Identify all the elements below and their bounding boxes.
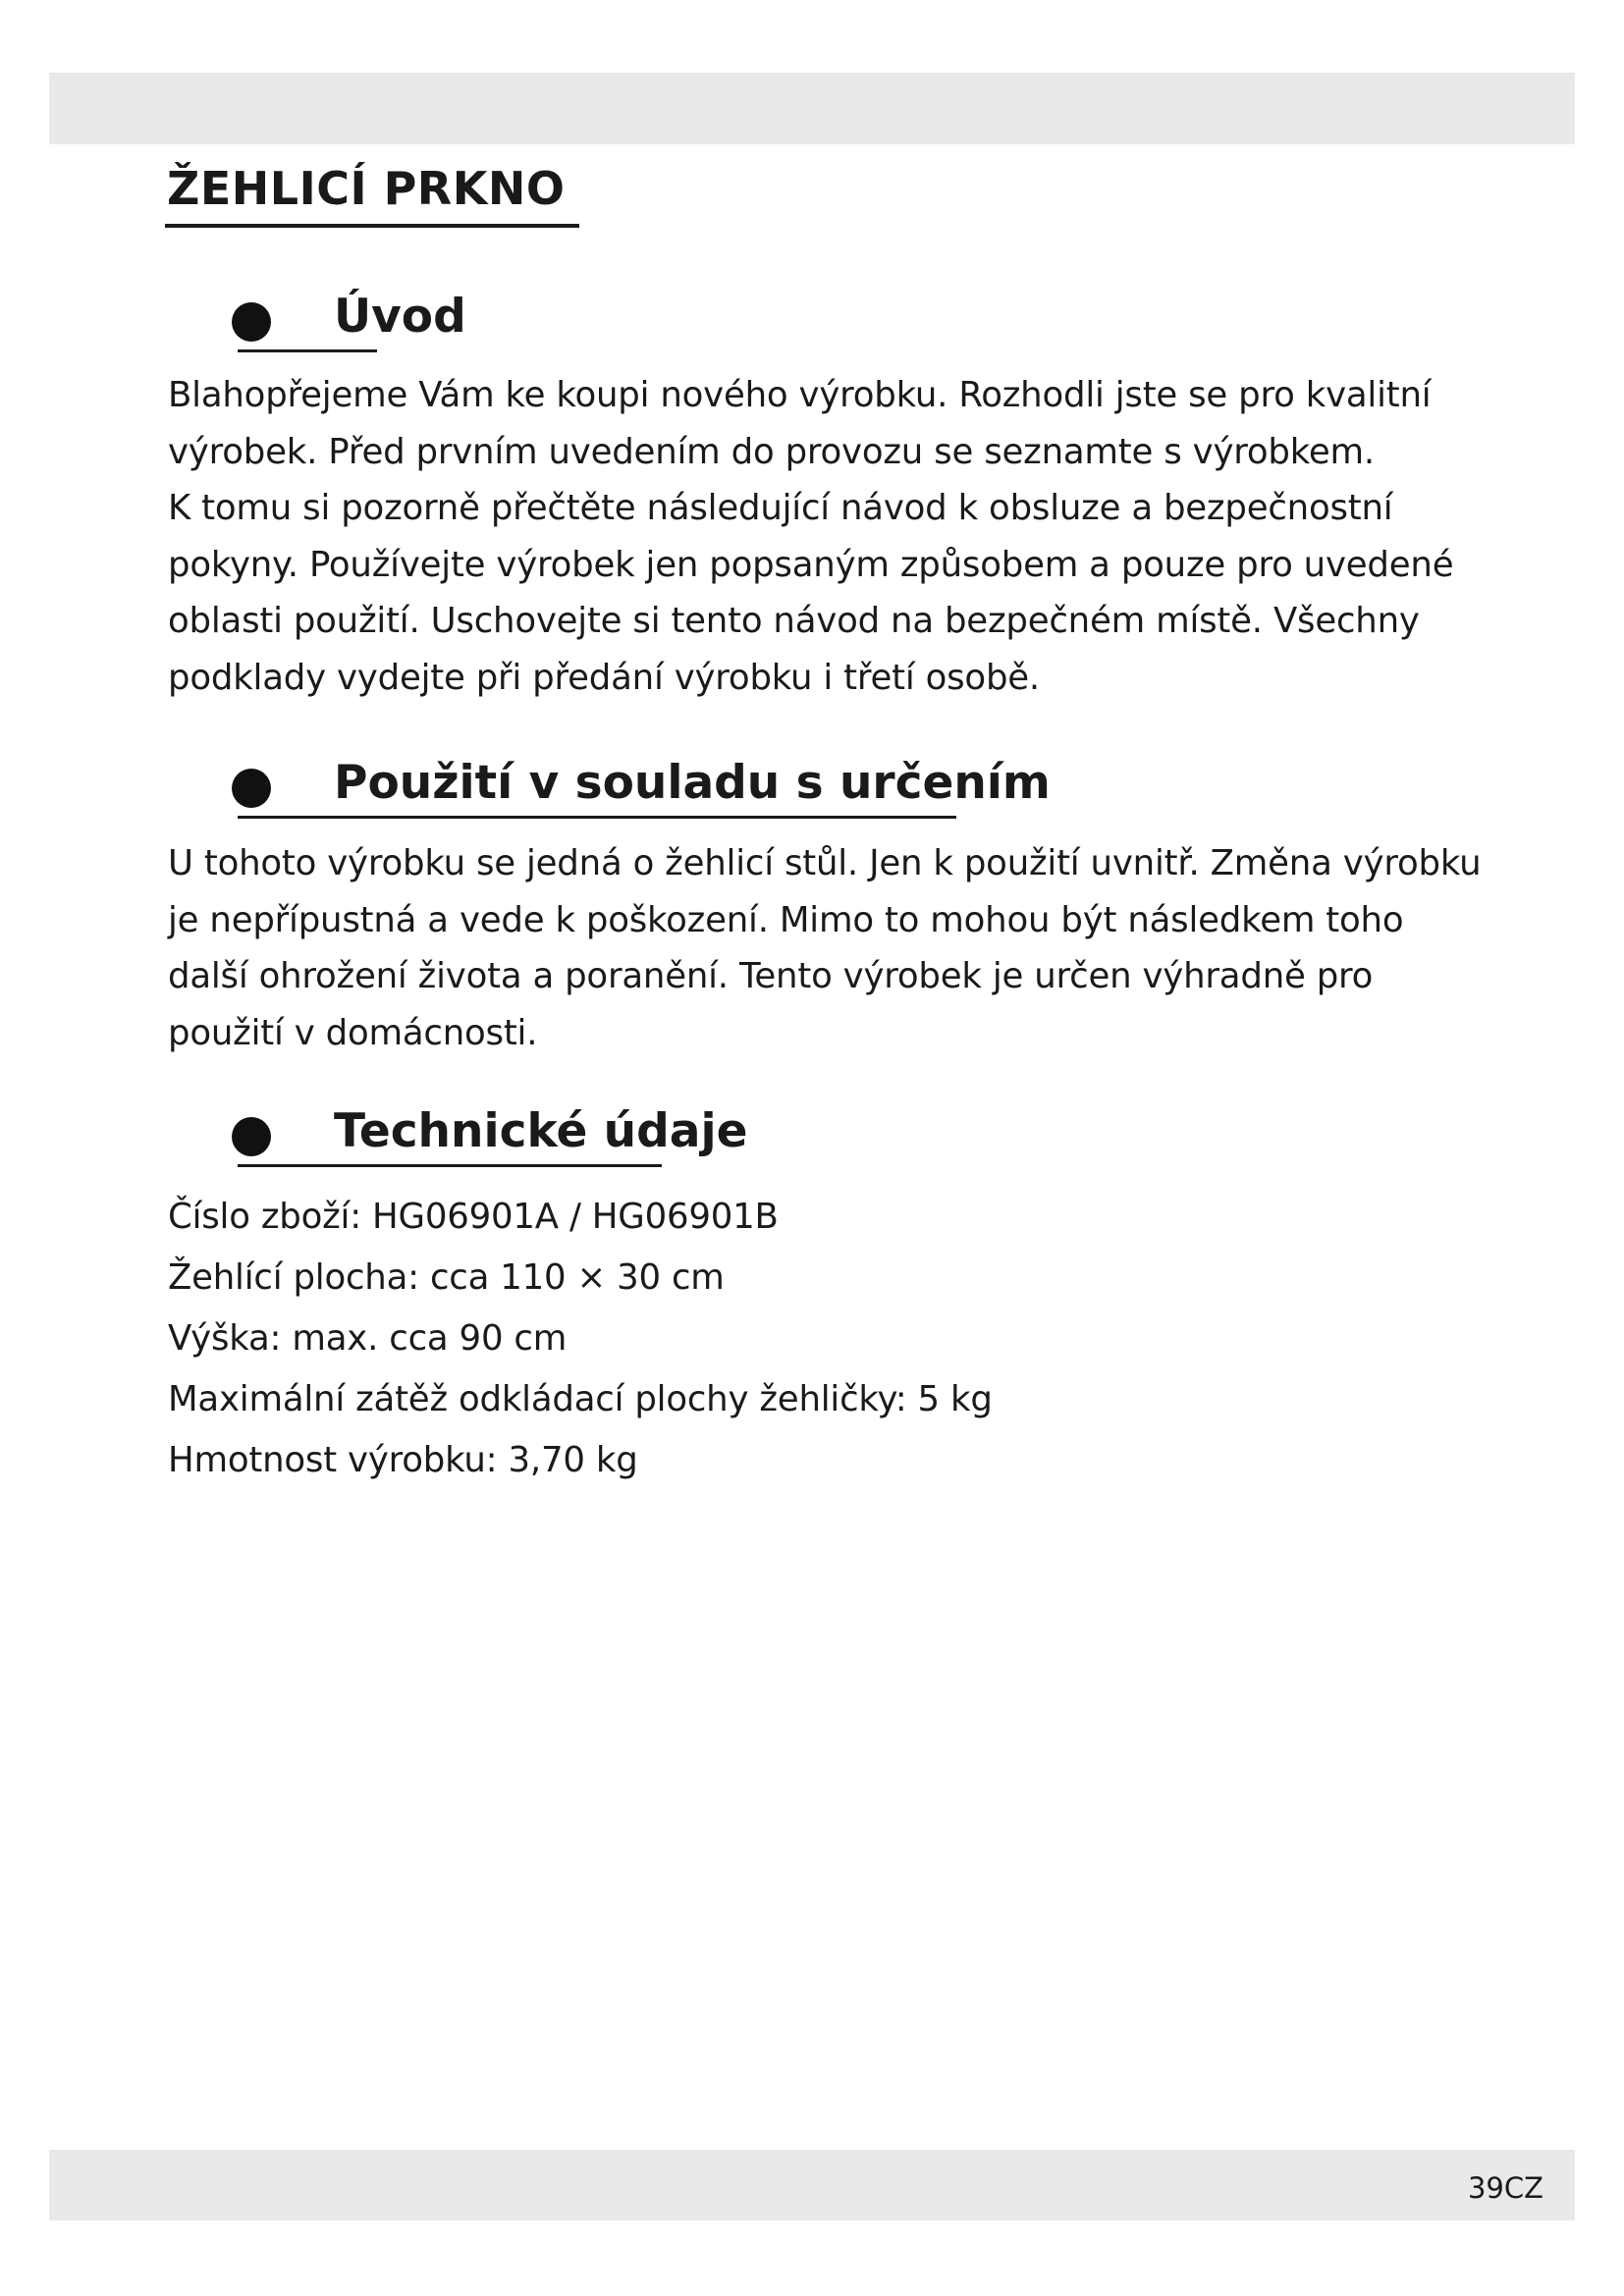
intro-paragraph [168, 367, 1503, 706]
footer-bar [49, 2150, 1575, 2220]
bullet-icon [232, 1117, 271, 1156]
spec-item: Žehlící plocha: cca 110 × 30 cm [168, 1257, 725, 1298]
bullet-icon [232, 302, 271, 342]
spec-item: Výška: max. cca 90 cm [168, 1318, 568, 1359]
heading-underline [238, 1164, 662, 1167]
spec-item: Hmotnost výrobku: 3,70 kg [168, 1440, 638, 1480]
paragraph-line: použití v domácnosti. [168, 1012, 538, 1053]
paragraph-line: podklady vydejte při předání výrobku i třetí osobě. [168, 657, 1041, 698]
section-heading-intended-use: Použití v souladu s určením [334, 756, 1051, 810]
paragraph-line: oblasti použití. Uschovejte si tento návod na bezpečném místě. Všechny [168, 601, 1420, 641]
section-heading-intro: Úvod [334, 290, 466, 344]
heading-underline [238, 816, 956, 819]
paragraph-line: Blahopřejeme Vám ke koupi nového výrobku. Rozhodli jste se pro kvalitní [168, 375, 1432, 415]
paragraph-line: pokyny. Používejte výrobek jen popsaným způsobem a pouze pro uvedené [168, 544, 1454, 585]
bullet-icon [232, 769, 271, 808]
intended-use-paragraph [168, 835, 1503, 1061]
header-bar [49, 73, 1575, 144]
paragraph-line: další ohrožení života a poranění. Tento výrobek je určen výhradně pro [168, 956, 1374, 996]
paragraph-line: U tohoto výrobku se jedná o žehlicí stůl. Jen k použití uvnitř. Změna výrobku [168, 843, 1482, 883]
spec-item: Maximální zátěž odkládací plochy žehličky: 5 kg [168, 1379, 993, 1419]
section-heading-technical-data: Technické údaje [334, 1104, 748, 1158]
title-underline [165, 224, 579, 228]
page-title: ŽEHLICÍ PRKNO [167, 162, 566, 215]
page-number: 39CZ [1467, 2171, 1543, 2205]
paragraph-line: je nepřípustná a vede k poškození. Mimo to mohou být následkem toho [168, 899, 1404, 940]
spec-list [168, 1187, 993, 1491]
heading-underline [238, 349, 377, 352]
paragraph-line: výrobek. Před prvním uvedením do provozu se seznamte s výrobkem. [168, 431, 1375, 472]
spec-item: Číslo zboží: HG06901A / HG06901B [168, 1197, 779, 1237]
paragraph-line: K tomu si pozorně přečtěte následující návod k obsluze a bezpečnostní [168, 488, 1393, 528]
